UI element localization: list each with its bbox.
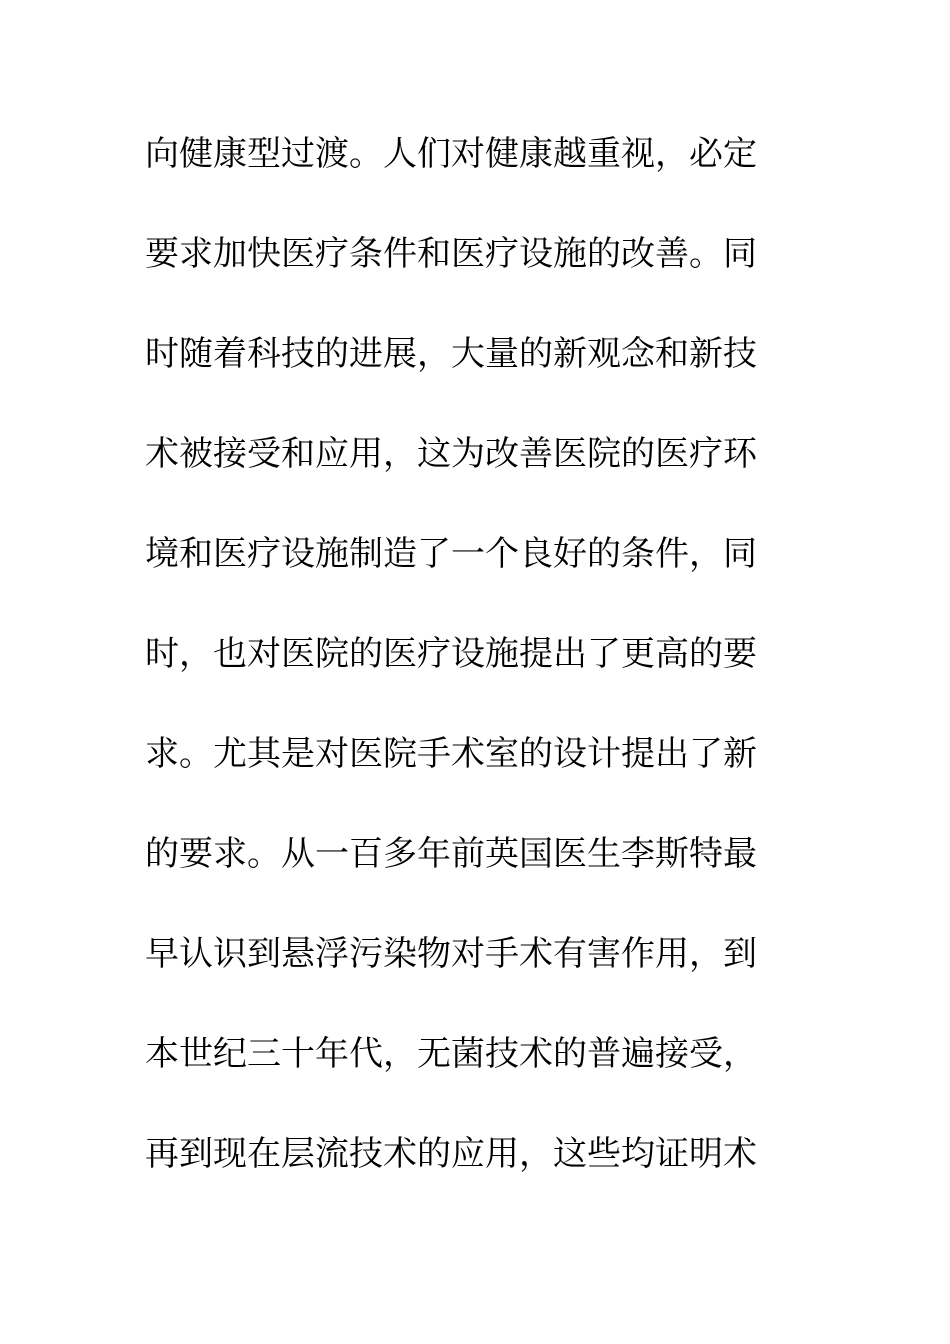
text-line: 时随着科技的进展，大量的新观念和新技 [145, 334, 757, 374]
body-text [145, 125, 785, 1225]
text-line: 求。尤其是对医院手术室的设计提出了新 [145, 734, 757, 774]
text-line: 向健康型过渡。人们对健康越重视，必定 [145, 134, 757, 174]
text-line: 再到现在层流技术的应用，这些均证明术 [145, 1134, 757, 1174]
text-line: 的要求。从一百多年前英国医生李斯特最 [145, 834, 757, 874]
text-line: 早认识到悬浮污染物对手术有害作用，到 [145, 934, 757, 974]
text-line: 本世纪三十年代，无菌技术的普遍接受， [145, 1034, 757, 1074]
text-line: 境和医疗设施制造了一个良好的条件，同 [145, 534, 757, 574]
text-line: 术被接受和应用，这为改善医院的医疗环 [145, 434, 757, 474]
text-line: 要求加快医疗条件和医疗设施的改善。同 [145, 234, 757, 274]
text-line: 时，也对医院的医疗设施提出了更高的要 [145, 634, 757, 674]
